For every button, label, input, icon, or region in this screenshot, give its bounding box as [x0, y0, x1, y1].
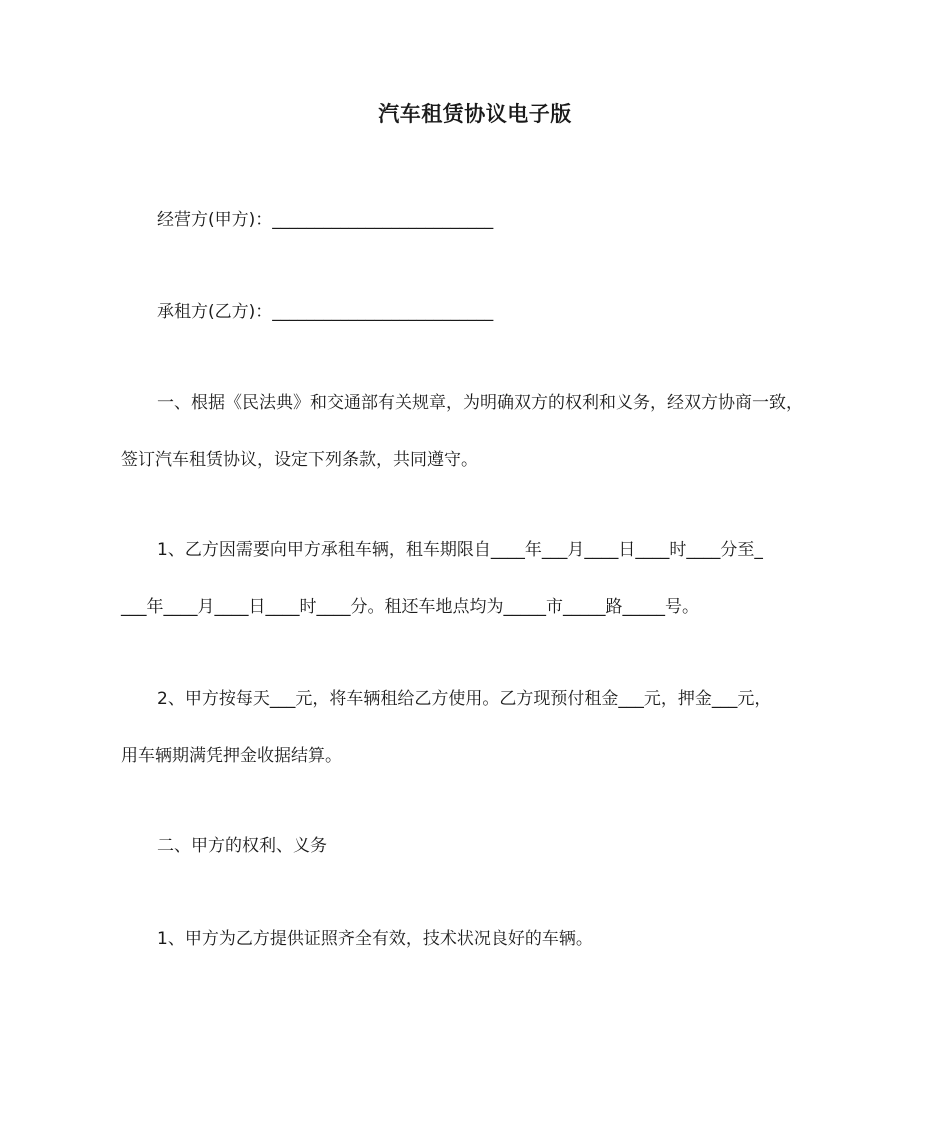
- document-title: 汽车租赁协议电子版: [378, 102, 572, 126]
- clause-1-line-2: ___年____月____日____时____分。租还车地点均为_____市_____路_____号。: [121, 597, 699, 617]
- party-a-line: 经营方(甲方)：__________________________: [157, 210, 494, 230]
- section-2-heading: 二、甲方的权利、义务: [157, 836, 327, 856]
- party-b-line: 承租方(乙方)：__________________________: [157, 302, 494, 322]
- section-1-paragraph-line-2: 签订汽车租赁协议，设定下列条款，共同遵守。: [121, 450, 478, 470]
- clause-2-line-1: 2、甲方按每天___元，将车辆租给乙方使用。乙方现预付租金___元，押金___元，: [157, 689, 772, 709]
- section-1-paragraph-line-1: 一、根据《民法典》和交通部有关规章，为明确双方的权利和义务，经双方协商一致，: [157, 393, 803, 413]
- clause-1-line-1: 1、乙方因需要向甲方承租车辆，租车期限自____年___月____日____时____分至_: [157, 540, 763, 560]
- section-2-clause-1: 1、甲方为乙方提供证照齐全有效，技术状况良好的车辆。: [157, 929, 593, 949]
- clause-2-line-2: 用车辆期满凭押金收据结算。: [121, 746, 342, 766]
